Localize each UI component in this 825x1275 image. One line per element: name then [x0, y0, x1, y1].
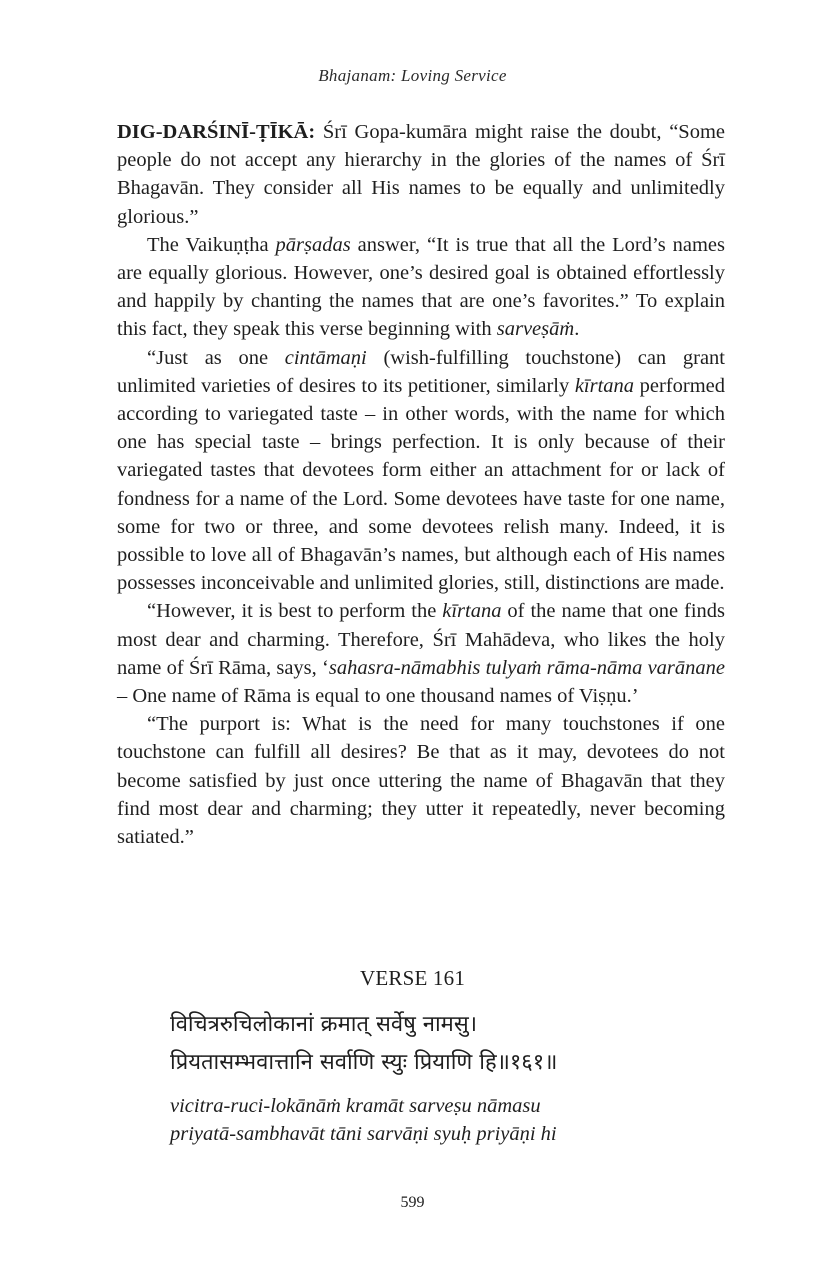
- italic-quote: sahasra-nāmabhis tulyaṁ rāma-nāma varānane: [328, 656, 726, 679]
- running-header: Bhajanam: Loving Service: [318, 66, 507, 85]
- verse-heading: VERSE 161: [359, 966, 466, 990]
- italic-term: kīrtana: [574, 374, 635, 397]
- text-run: performed according to variegated taste – in other words, with the name for which one has special taste – brings perfection. It is only because of their variegated tastes that devotees form either an attachment for or lack of fondness for a name of the Lord. Some devotees have taste for one name, some for two or three, and some devotees relish many. Indeed, it is possible to love all of Bhagavān’s names, but although each of His names possesses inconceivable and unlimited glories, still, distinctions are made.: [117, 374, 725, 595]
- text-run: The Vaikuṇṭha: [147, 233, 276, 256]
- italic-term: kīrtana: [442, 600, 502, 623]
- devanagari-line-1: विचित्ररुचिलोकानां क्रमात् सर्वेषु नामसु।: [170, 1012, 478, 1037]
- transliteration-line-2: priyatā-sambhavāt tāni sarvāṇi syuḥ priyāṇi hi: [170, 1123, 557, 1145]
- text-run: “However, it is best to perform the: [147, 600, 443, 623]
- italic-term: sarveṣāṁ: [496, 318, 575, 341]
- commentary-paragraph-4: [117, 597, 725, 710]
- commentary-paragraph-3: [117, 344, 725, 598]
- text-run: answer, “It is true that all the Lord’s names are equally glorious. However, one’s desired goal is obtained effortlessly and happily by chanting the names that are one’s favorites.” To explain this fact, they speak this verse beginning with: [117, 233, 725, 341]
- commentary-paragraph-1: [117, 118, 725, 231]
- text-run: “Just as one: [147, 346, 285, 369]
- commentary-paragraph-5: “The purport is: What is the need for many touchstones if one touchstone can fulfill all desires? Be that as it may, devotees do not become satisfied by just once uttering the name of Bhagavān that they find most dear and charming; they utter it repeatedly, never becoming satiated.”: [117, 713, 725, 849]
- italic-term: pārṣadas: [275, 233, 351, 256]
- transliteration-line-1: vicitra-ruci-lokānāṁ kramāt sarveṣu nāmasu: [170, 1095, 541, 1117]
- italic-term: cintāmaṇi: [284, 346, 367, 369]
- commentary-paragraph-2: [117, 231, 725, 344]
- text-run: – One name of Rāma is equal to one thousand names of Viṣṇu.’: [117, 685, 639, 708]
- devanagari-line-2: प्रियतासम्भवात्तानि सर्वाणि स्युः प्रियाणि हि॥१६१॥: [170, 1050, 558, 1075]
- text-run: .: [574, 318, 580, 341]
- verse-devanagari: [170, 1006, 730, 1082]
- page-number: 599: [400, 1194, 425, 1211]
- text-run: of the name that one finds most dear and charming. Therefore, Śrī Mahādeva, who likes the holy name of Śrī Rāma, says, ‘: [117, 600, 726, 679]
- text-run: (wish-fulfilling touchstone) can grant unlimited varieties of desires to its petitioner, similarly: [117, 346, 725, 397]
- tika-label: DIG-DARŚINĪ-ṬĪKĀ:: [117, 121, 316, 143]
- verse-transliteration: [170, 1092, 730, 1148]
- commentary-body: [117, 118, 725, 851]
- paragraph-1-text: Śrī Gopa-kumāra might raise the doubt, “Some people do not accept any hierarchy in the glories of the names of Śrī Bhagavān. They consider all His names to be equally and unlimitedly glorious.”: [117, 121, 725, 228]
